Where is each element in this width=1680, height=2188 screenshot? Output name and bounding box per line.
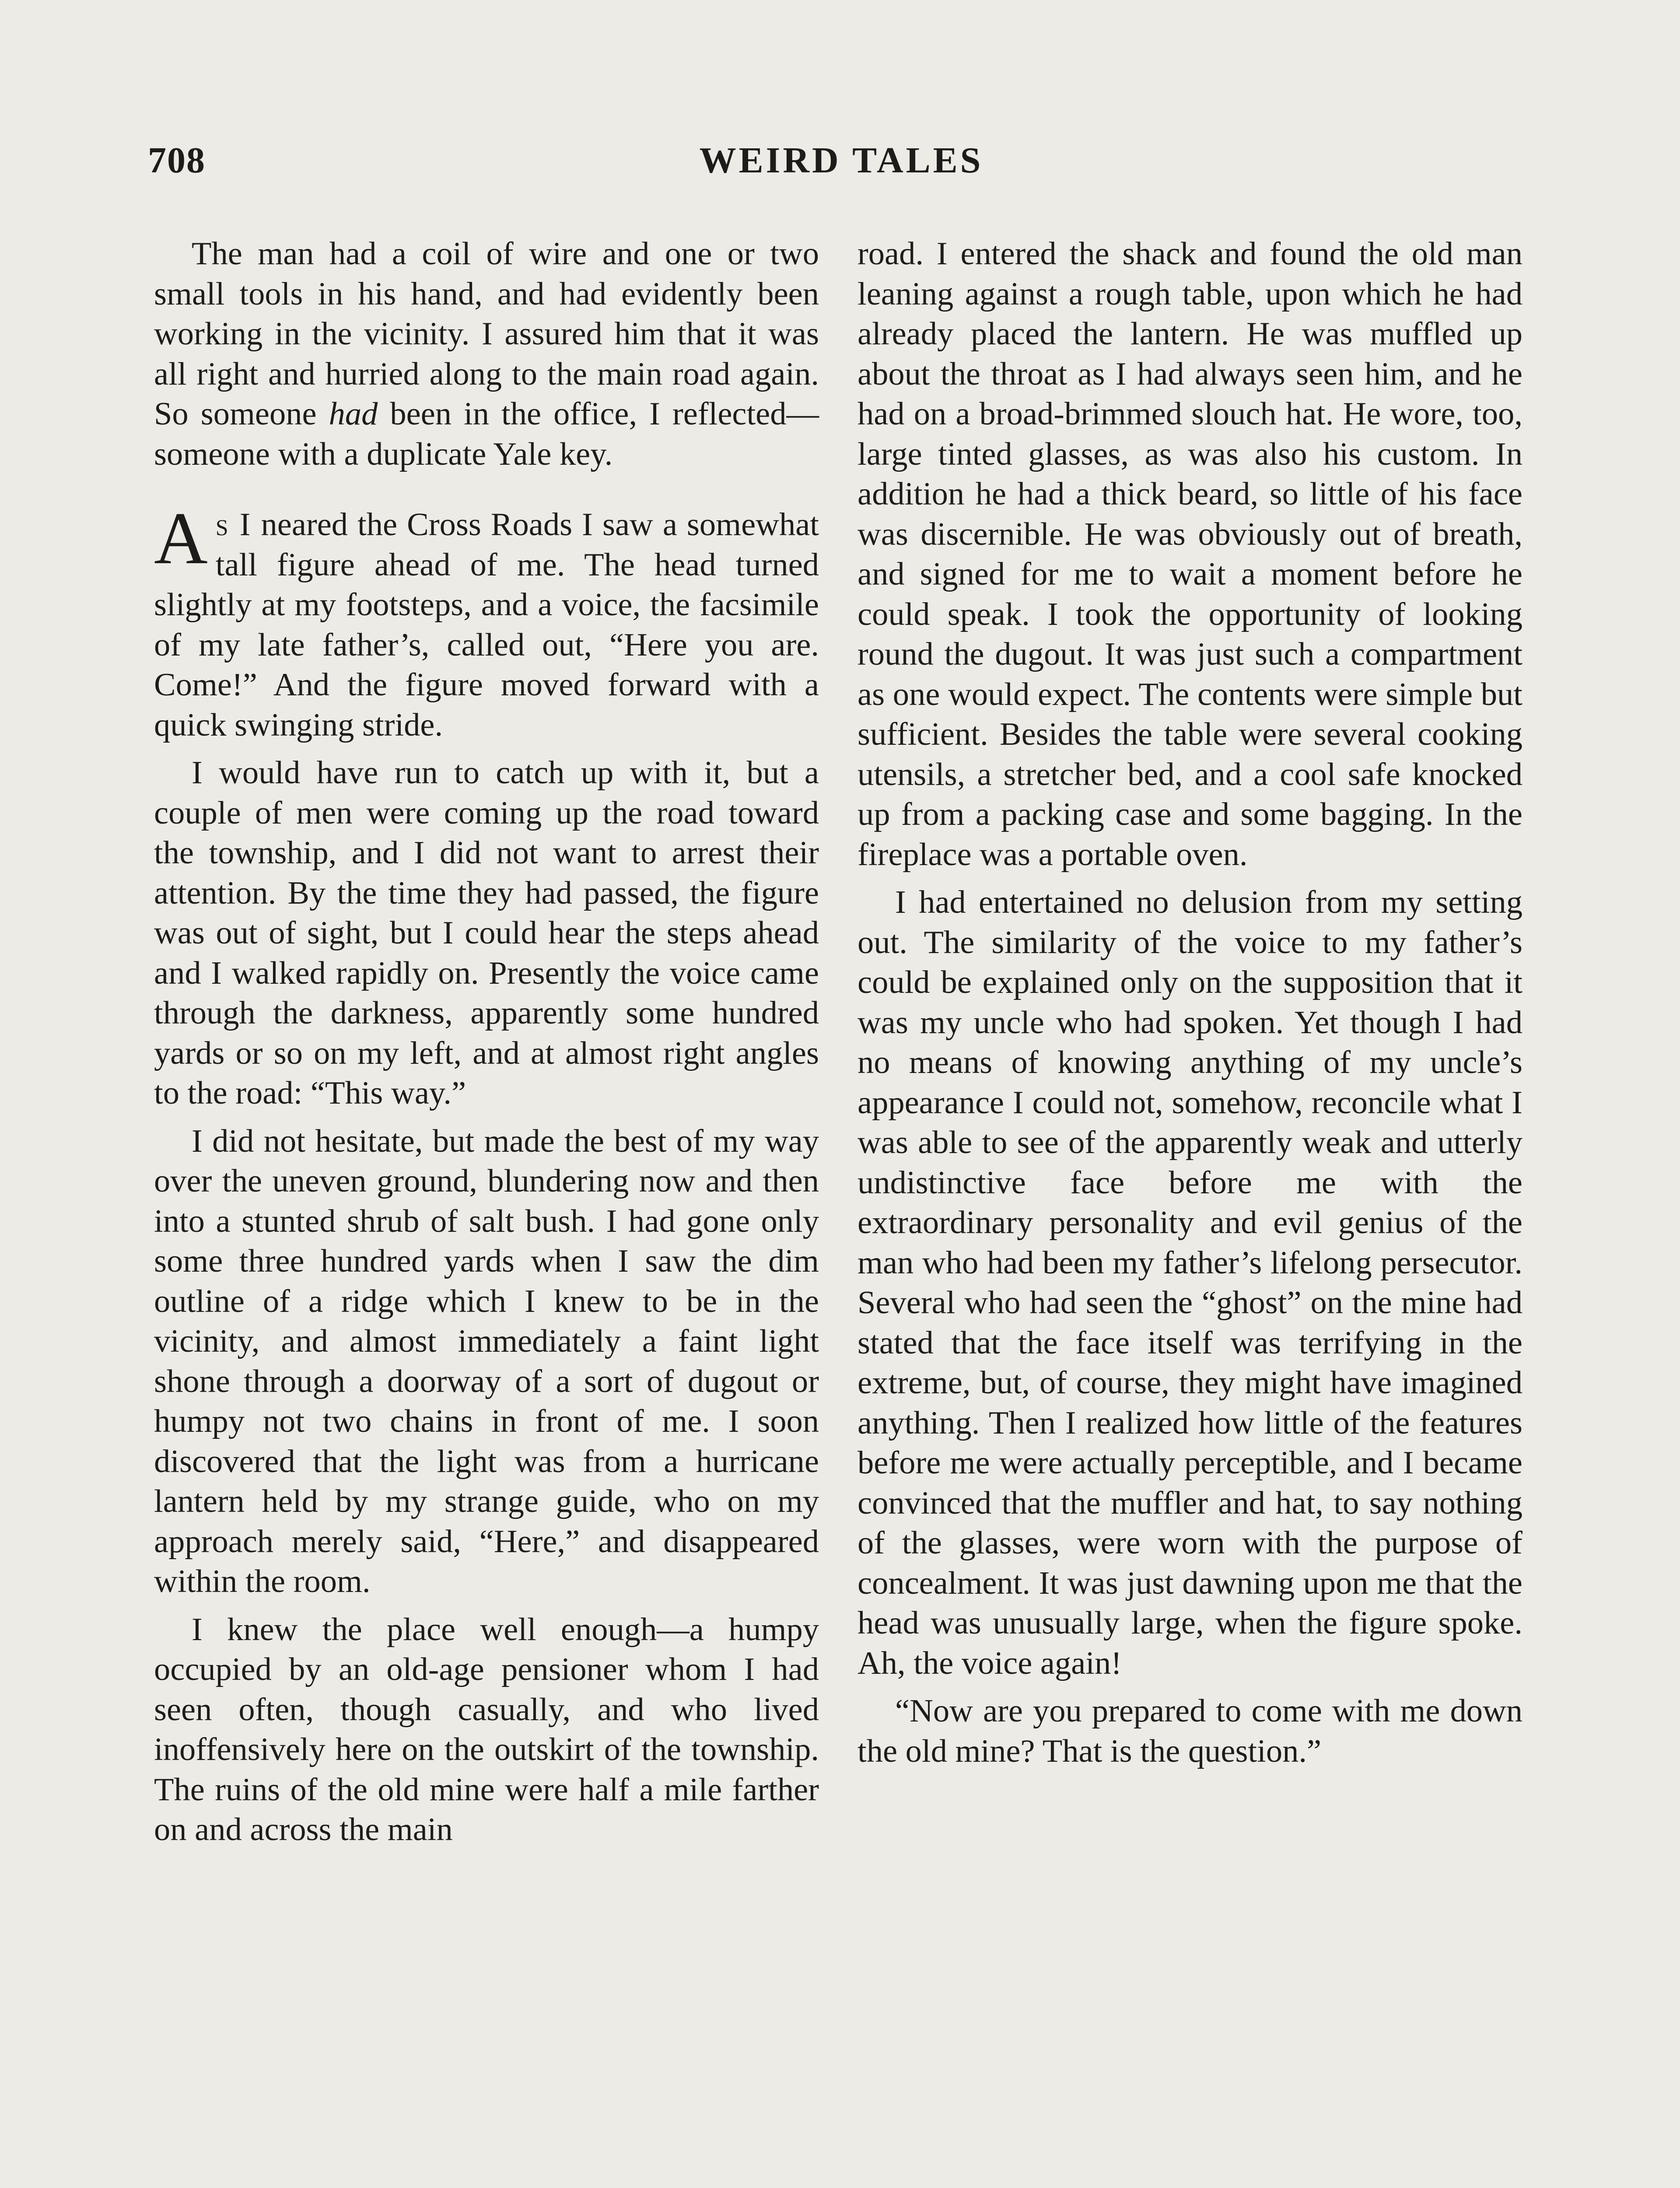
running-head — [148, 139, 1535, 187]
paragraph: I had entertained no delusion from my setting out. The similarity of the voice to my father’s could be explained only on the supposition that it was my uncle who had spoken. Yet though I had no means of knowing anything of my uncle’s appearance I could not, somehow, reconcile what I was able to see of the apparently weak and utterly undistinctive face before me with the extraordinary personality and evil genius of the man who had been my father’s lifelong persecutor. Several who had seen the “ghost” on the mine had stated that the face itself was terrifying in the extreme, but, of course, they might have imagined anything. Then I realized how little of the features before me were actually perceptible, and I became convinced that the muffler and hat, to say nothing of the glasses, were worn with the purpose of concealment. It was just dawning upon me that the head was unusually large, when the figure spoke. Ah, the voice again! — [858, 884, 1522, 1681]
lead-in-words: s I — [215, 507, 252, 543]
page-number: 708 — [148, 140, 206, 181]
section-opening-paragraph — [154, 497, 819, 745]
paragraph-text: The man had a coil of wire and one or two small tools in his hand, and had evidently been working in the vicinity. I assured him that it was all right and hurried along to the main road again. So someone — [154, 236, 819, 432]
paragraph — [154, 234, 819, 474]
left-column — [154, 234, 819, 1850]
right-column — [858, 234, 1522, 1771]
drop-cap: A — [154, 497, 208, 579]
paragraph-text: been in the office, I reflected—someone with a duplicate Yale key. — [154, 396, 819, 472]
paragraph: I knew the place well enough—a humpy occupied by an old-age pensioner whom I had seen often, though casually, and who lived inoffensively here on the outskirt of the township. The ruins of the old mine were half a mile farther on and across the main — [154, 1611, 819, 1848]
paragraph: road. I entered the shack and found the old man leaning against a rough table, upon which he had already placed the lantern. He was muffled up about the throat as I had always seen him, and he had on a broad-brimmed slouch hat. He wore, too, large tinted glasses, as was also his custom. In addition he had a thick beard, so little of his face was discernible. He was obviously out of breath, and signed for me to wait a moment before he could speak. I took the opportunity of looking round the dugout. It was just such a compartment as one would expect. The contents were simple but sufficient. Besides the table were several cooking utensils, a stretcher bed, and a cool safe knocked up from a packing case and some bagging. In the fireplace was a portable oven. — [858, 236, 1522, 873]
paragraph: I did not hesitate, but made the best of my way over the uneven ground, blundering now and then into a stunted shrub of salt bush. I had gone only some three hundred yards when I saw the dim outline of a ridge which I knew to be in the vicinity, and almost immediately a faint light shone through a doorway of a sort of dugout or humpy not two chains in front of me. I soon discovered that the light was from a hurricane lantern held by my strange guide, who on my approach merely said, “Here,” and disappeared within the room. — [154, 1123, 819, 1599]
paragraph: “Now are you prepared to come with me down the old mine? That is the question.” — [858, 1693, 1522, 1769]
magazine-title: WEIRD TALES — [699, 140, 984, 181]
emphasized-word: had — [329, 396, 378, 432]
paragraph: I would have run to catch up with it, but a couple of men were coming up the road toward the township, and I did not want to arrest their attention. By the time they had passed, the figure was out of sight, but I could hear the steps ahead and I walked rapidly on. Presently the voice came through the darkness, apparently some hundred yards or so on my left, and at almost right angles to the road: “This way.” — [154, 755, 819, 1111]
paragraph-text: neared the Cross Roads I saw a somewhat tall figure ahead of me. The head turned slightly at my footsteps, and a voice, the facsimile of my late father’s, called out, “Here you are. Come!” And the figure moved forward with a quick swinging stride. — [154, 507, 819, 743]
